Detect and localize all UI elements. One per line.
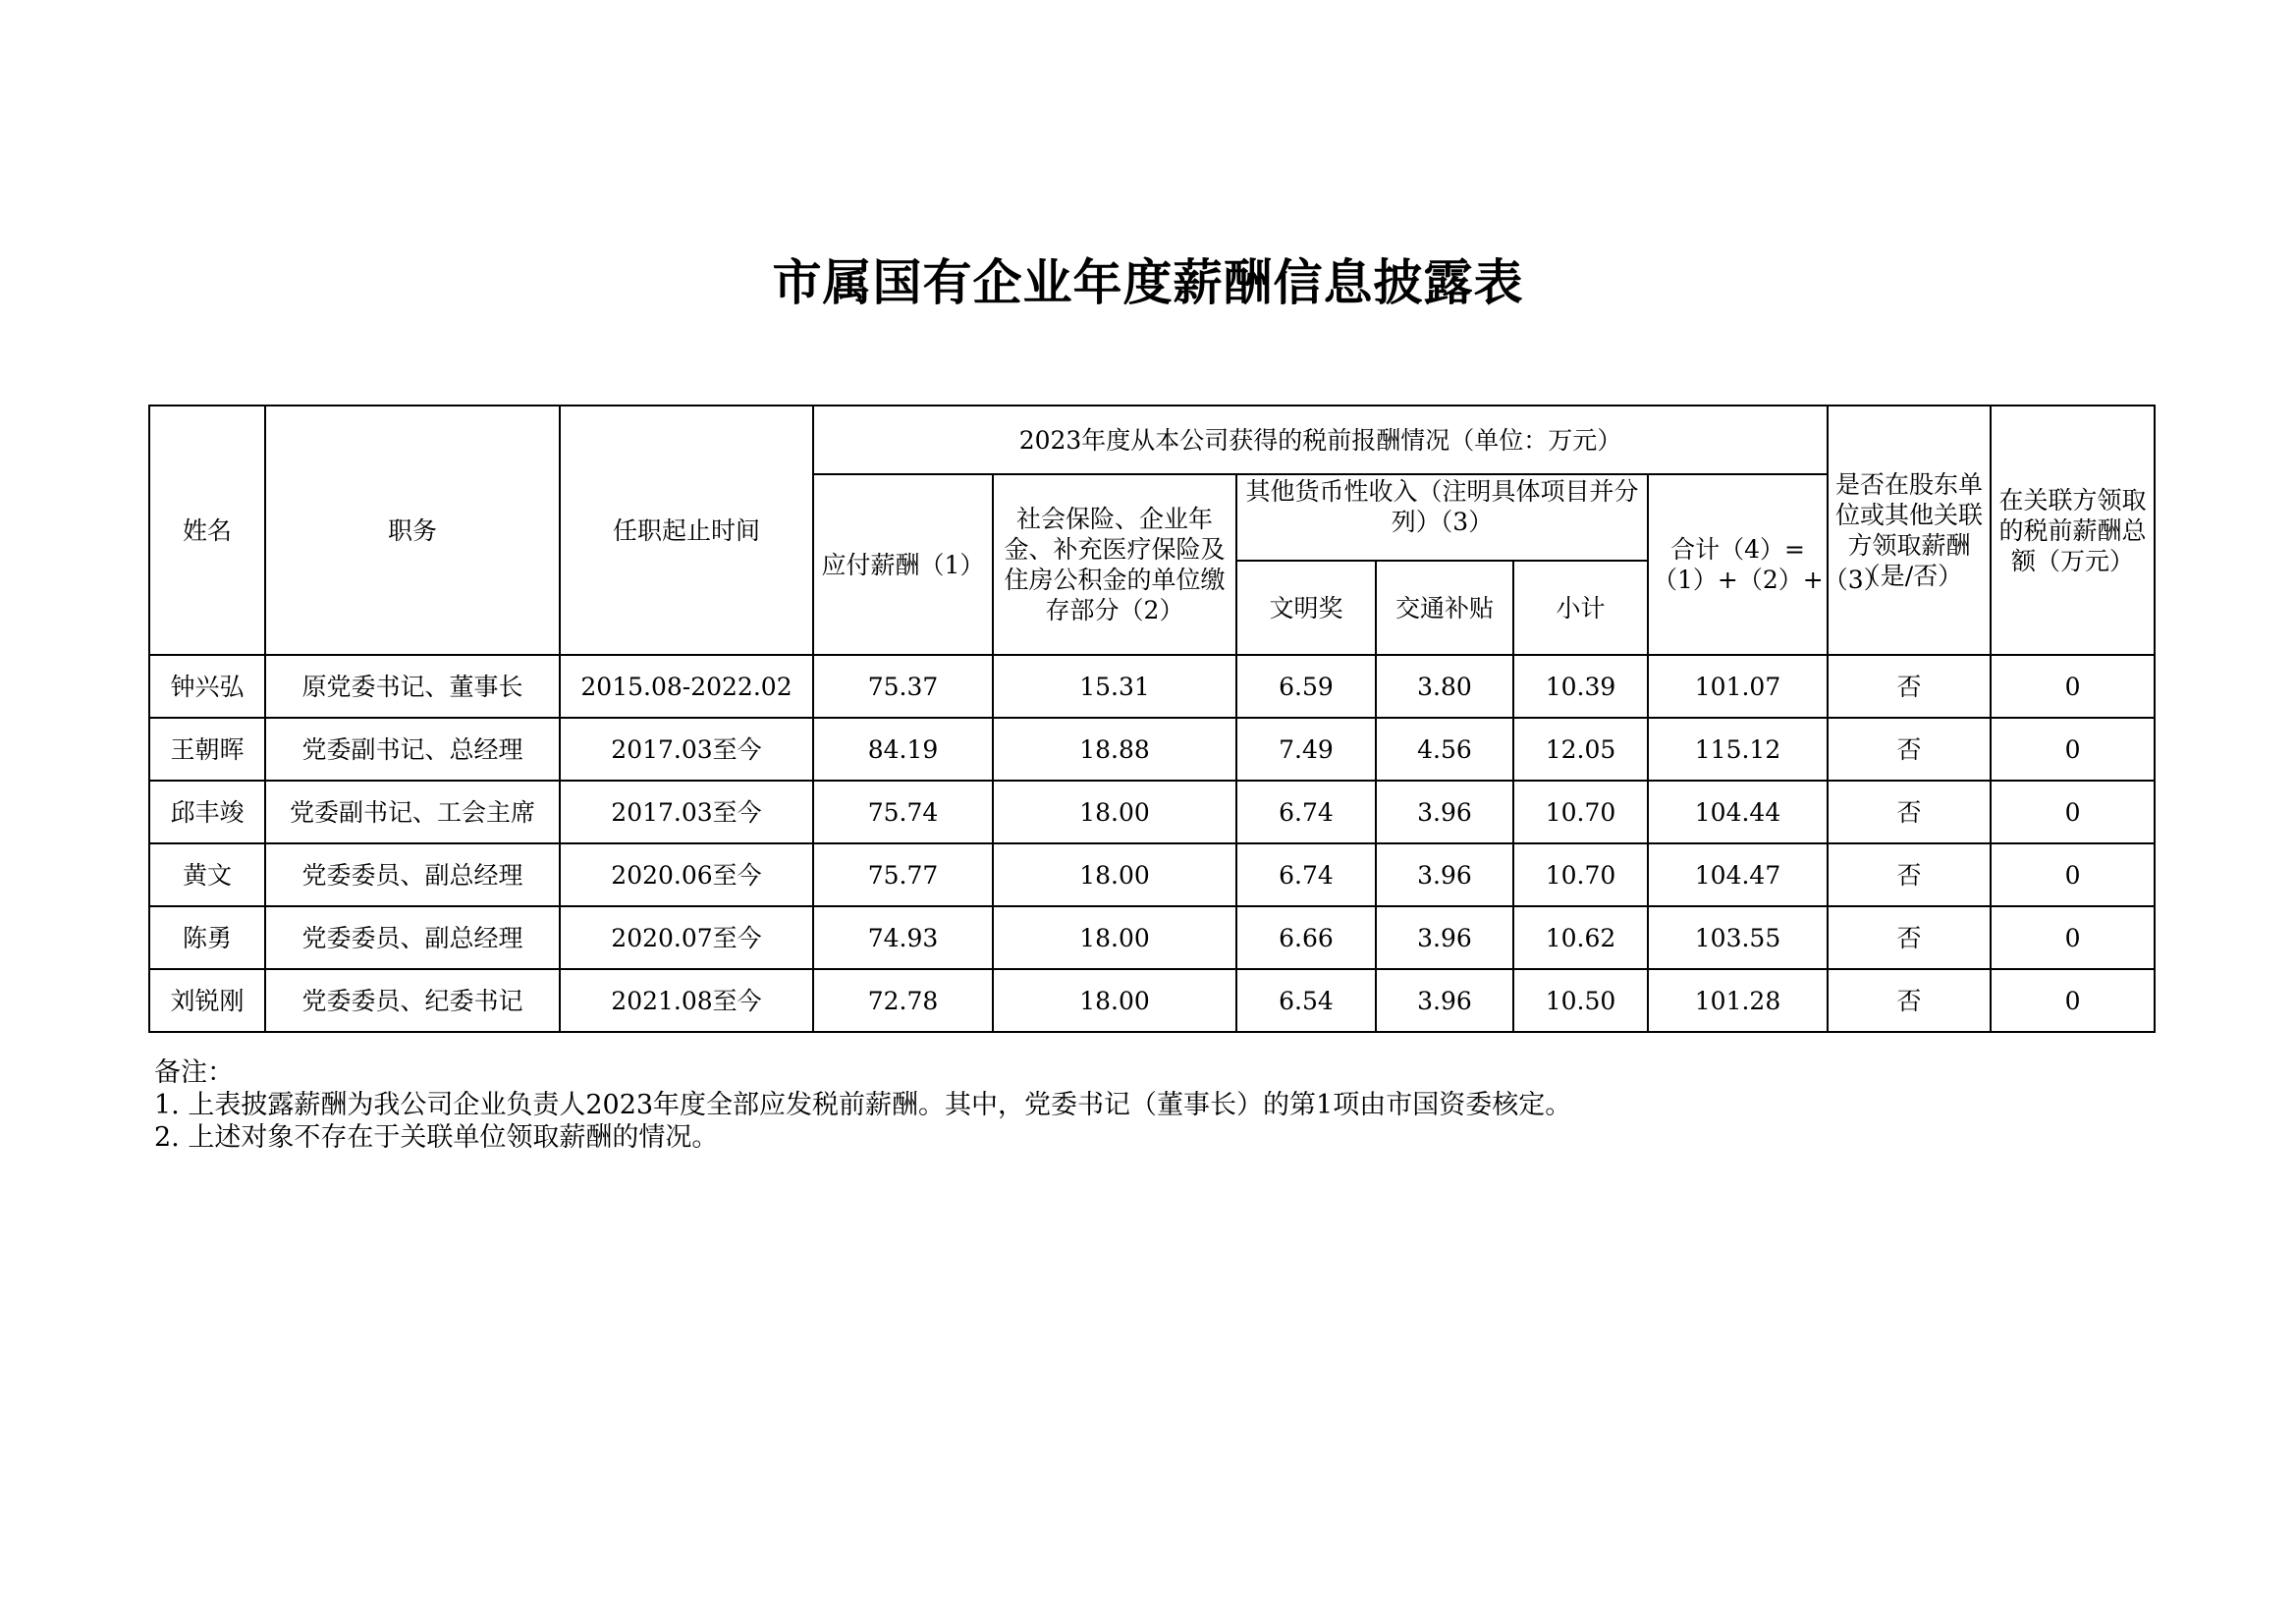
cell-salary: 74.93 — [813, 906, 993, 969]
notes-label: 备注： — [154, 1057, 234, 1088]
salary-disclosure-table — [148, 405, 2156, 1033]
cell-position: 党委副书记、总经理 — [265, 718, 560, 781]
cell-total: 115.12 — [1648, 718, 1828, 781]
cell-position: 党委委员、纪委书记 — [265, 969, 560, 1032]
cell-related-total: 0 — [1991, 969, 2155, 1032]
cell-term: 2020.06至今 — [560, 843, 813, 906]
header-related-party: 是否在股东单位或其他关联方领取薪酬（是/否） — [1828, 406, 1991, 655]
cell-subtotal: 10.70 — [1513, 781, 1648, 843]
header-salary: 应付薪酬（1） — [813, 474, 993, 655]
cell-salary: 75.74 — [813, 781, 993, 843]
cell-award: 7.49 — [1236, 718, 1376, 781]
cell-transport: 3.96 — [1376, 969, 1513, 1032]
header-total: 合计（4）=（1）+（2）+（3） — [1648, 474, 1828, 655]
cell-total: 103.55 — [1648, 906, 1828, 969]
cell-insurance: 15.31 — [993, 655, 1236, 718]
cell-term: 2017.03至今 — [560, 718, 813, 781]
table-row — [149, 843, 2155, 906]
cell-total: 104.47 — [1648, 843, 1828, 906]
cell-transport: 4.56 — [1376, 718, 1513, 781]
cell-term: 2015.08-2022.02 — [560, 655, 813, 718]
header-group-title: 2023年度从本公司获得的税前报酬情况（单位：万元） — [813, 406, 1828, 474]
cell-award: 6.54 — [1236, 969, 1376, 1032]
cell-related-total: 0 — [1991, 906, 2155, 969]
header-civilized-award: 文明奖 — [1236, 561, 1376, 655]
cell-term: 2017.03至今 — [560, 781, 813, 843]
table-row — [149, 969, 2155, 1032]
cell-award: 6.74 — [1236, 781, 1376, 843]
cell-subtotal: 10.70 — [1513, 843, 1648, 906]
header-transport-subsidy: 交通补贴 — [1376, 561, 1513, 655]
cell-term: 2021.08至今 — [560, 969, 813, 1032]
cell-insurance: 18.00 — [993, 843, 1236, 906]
cell-related-total: 0 — [1991, 718, 2155, 781]
cell-salary: 84.19 — [813, 718, 993, 781]
cell-award: 6.66 — [1236, 906, 1376, 969]
table-row — [149, 781, 2155, 843]
header-insurance: 社会保险、企业年金、补充医疗保险及住房公积金的单位缴存部分（2） — [993, 474, 1236, 655]
cell-total: 101.28 — [1648, 969, 1828, 1032]
header-position: 职务 — [265, 406, 560, 655]
cell-subtotal: 10.50 — [1513, 969, 1648, 1032]
cell-related: 否 — [1828, 655, 1991, 718]
cell-name: 邱丰竣 — [149, 781, 265, 843]
cell-total: 104.44 — [1648, 781, 1828, 843]
cell-salary: 72.78 — [813, 969, 993, 1032]
cell-salary: 75.77 — [813, 843, 993, 906]
cell-name: 刘锐刚 — [149, 969, 265, 1032]
cell-insurance: 18.00 — [993, 969, 1236, 1032]
cell-position: 原党委书记、董事长 — [265, 655, 560, 718]
cell-insurance: 18.00 — [993, 781, 1236, 843]
cell-subtotal: 12.05 — [1513, 718, 1648, 781]
cell-position: 党委委员、副总经理 — [265, 843, 560, 906]
cell-subtotal: 10.39 — [1513, 655, 1648, 718]
cell-salary: 75.37 — [813, 655, 993, 718]
header-related-total: 在关联方领取的税前薪酬总额（万元） — [1991, 406, 2155, 655]
cell-subtotal: 10.62 — [1513, 906, 1648, 969]
cell-related-total: 0 — [1991, 655, 2155, 718]
cell-name: 陈勇 — [149, 906, 265, 969]
cell-award: 6.74 — [1236, 843, 1376, 906]
table-row — [149, 906, 2155, 969]
cell-related-total: 0 — [1991, 843, 2155, 906]
table-row — [149, 655, 2155, 718]
header-other-income-text: 其他货币性收入（注明具体项目并分列）（3） — [1245, 477, 1639, 536]
header-name: 姓名 — [149, 406, 265, 655]
cell-related: 否 — [1828, 843, 1991, 906]
cell-name: 钟兴弘 — [149, 655, 265, 718]
cell-award: 6.59 — [1236, 655, 1376, 718]
header-other-income — [1236, 474, 1648, 561]
cell-name: 黄文 — [149, 843, 265, 906]
header-subtotal: 小计 — [1513, 561, 1648, 655]
note-item-1: 1. 上表披露薪酬为我公司企业负责人2023年度全部应发税前薪酬。其中，党委书记（董事长）的第1项由市国资委核定。 — [154, 1090, 1572, 1120]
cell-related: 否 — [1828, 969, 1991, 1032]
cell-insurance: 18.88 — [993, 718, 1236, 781]
cell-transport: 3.96 — [1376, 843, 1513, 906]
cell-related: 否 — [1828, 718, 1991, 781]
cell-related-total: 0 — [1991, 781, 2155, 843]
notes-section — [154, 1056, 1571, 1154]
header-term: 任职起止时间 — [560, 406, 813, 655]
cell-insurance: 18.00 — [993, 906, 1236, 969]
cell-transport: 3.96 — [1376, 906, 1513, 969]
cell-related: 否 — [1828, 781, 1991, 843]
cell-transport: 3.96 — [1376, 781, 1513, 843]
cell-related: 否 — [1828, 906, 1991, 969]
cell-position: 党委副书记、工会主席 — [265, 781, 560, 843]
cell-name: 王朝晖 — [149, 718, 265, 781]
cell-transport: 3.80 — [1376, 655, 1513, 718]
cell-total: 101.07 — [1648, 655, 1828, 718]
table-row — [149, 718, 2155, 781]
page-title: 市属国有企业年度薪酬信息披露表 — [772, 253, 1524, 311]
note-item-2: 2. 上述对象不存在于关联单位领取薪酬的情况。 — [154, 1122, 719, 1153]
cell-term: 2020.07至今 — [560, 906, 813, 969]
cell-position: 党委委员、副总经理 — [265, 906, 560, 969]
